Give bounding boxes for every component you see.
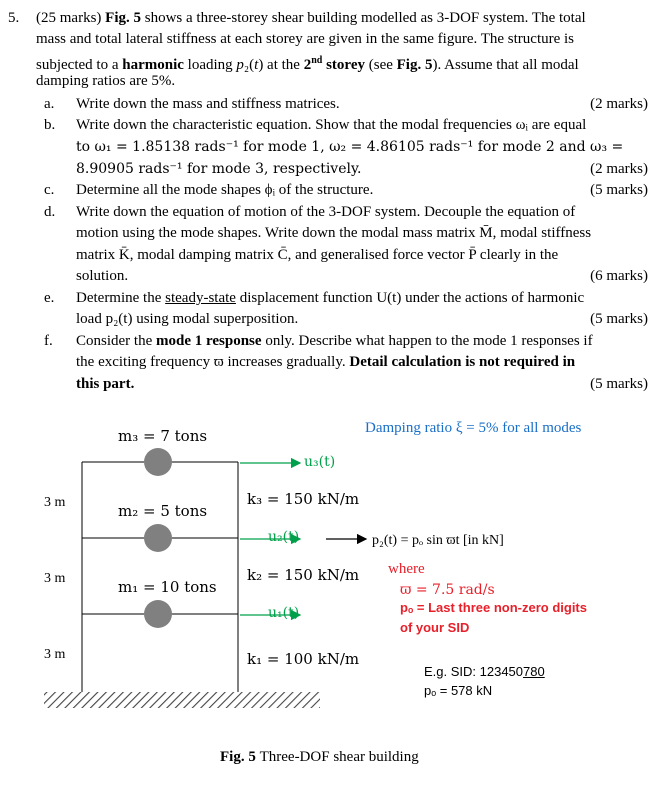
part-a-marks: (2 marks) [590,96,648,112]
stiffness-k2: k₂ = 150 kN/m [247,566,360,584]
mass-3-label: m₃ = 7 tons [118,427,208,445]
u1-label: u₁(t) [268,605,300,621]
part-d-marks: (6 marks) [590,268,648,284]
intro-line-3: subjected to a harmonic loading p₂(t) at the 2nd storey (see Fig. 5). Assume that all modal [36,55,579,73]
mass-1-label: m₁ = 10 tons [118,578,217,596]
figure-caption: Fig. 5 Three-DOF shear building [220,749,419,765]
intro-line-1: (25 marks) Fig. 5 shows a three-storey shear building modelled as 3-DOF system. The total [36,10,586,26]
intro-line-2: mass and total lateral stiffness at each storey are given in the same figure. The structure is [36,31,575,47]
mass-3-node [144,448,172,476]
u3-label: u₃(t) [304,454,336,470]
omega-bar-value: ϖ = 7.5 rad/s [400,582,495,598]
part-c-marks: (5 marks) [590,182,648,198]
part-c-text: Determine all the mode shapes ϕᵢ of the structure. [76,182,374,198]
mass-1-node [144,600,172,628]
mass-2-label: m₂ = 5 tons [118,502,208,520]
part-e-line-1: Determine the steady-state displacement function U(t) under the actions of harmonic [76,290,585,306]
part-b-label: b. [44,117,56,133]
part-d-line-3: matrix K̄, modal damping matrix C̄, and generalised force vector P̄ clearly in the [76,247,559,263]
part-f-line-1: Consider the mode 1 response only. Describe what happen to the mode 1 responses if [76,333,593,349]
part-b-line-1: Write down the characteristic equation. Show that the modal frequencies ωᵢ are equal [76,117,587,133]
part-d-line-4: solution. [76,268,129,284]
part-a-label: a. [44,96,55,112]
mass-2-node [144,524,172,552]
where-label: where [388,561,425,577]
part-d-label: d. [44,204,56,220]
part-b-line-2: to ω₁ = 1.85138 rads⁻¹ for mode 1, ω₂ = 4.86105 rads⁻¹ for mode 2 and ω₃ = [76,139,624,155]
part-e-label: e. [44,290,55,306]
storey-height-1: 3 m [44,647,66,662]
question-number: 5. [8,10,20,26]
storey-height-3: 3 m [44,495,66,510]
part-a-text: Write down the mass and stiffness matrices. [76,96,340,112]
part-b-line-3: 8.90905 rads⁻¹ for mode 3, respectively. [76,161,362,177]
example-sid: E.g. SID: 123450780 [424,664,545,679]
example-po: pₒ = 578 kN [424,683,493,698]
part-f-line-3: this part. [76,376,135,392]
part-e-marks: (5 marks) [590,311,648,327]
part-d-line-1: Write down the equation of motion of the 3-DOF system. Decouple the equation of [76,204,576,220]
stiffness-k1: k₁ = 100 kN/m [247,650,360,668]
po-definition-line-2: of your SID [400,620,470,635]
part-c-label: c. [44,182,55,198]
po-definition-line-1: pₒ = Last three non-zero digits [400,600,587,615]
load-equation: p₂(t) = pₒ sin ϖt [in kN] [372,533,504,548]
u2-label: u₂(t) [268,529,300,545]
part-f-marks: (5 marks) [590,376,648,392]
damping-note: Damping ratio ξ = 5% for all modes [365,420,582,436]
storey-height-2: 3 m [44,571,66,586]
part-f-label: f. [44,333,53,349]
part-d-line-2: motion using the mode shapes. Write down the modal mass matrix M̄, modal stiffness [76,225,592,241]
part-e-line-2: load p₂(t) using modal superposition. [76,311,299,327]
stiffness-k3: k₃ = 150 kN/m [247,490,360,508]
part-f-line-2: the exciting frequency ϖ increases gradually. Detail calculation is not required in [76,354,576,370]
part-b-marks: (2 marks) [590,161,648,177]
ground-hatch [44,692,320,708]
intro-line-4: damping ratios are 5%. [36,73,176,89]
